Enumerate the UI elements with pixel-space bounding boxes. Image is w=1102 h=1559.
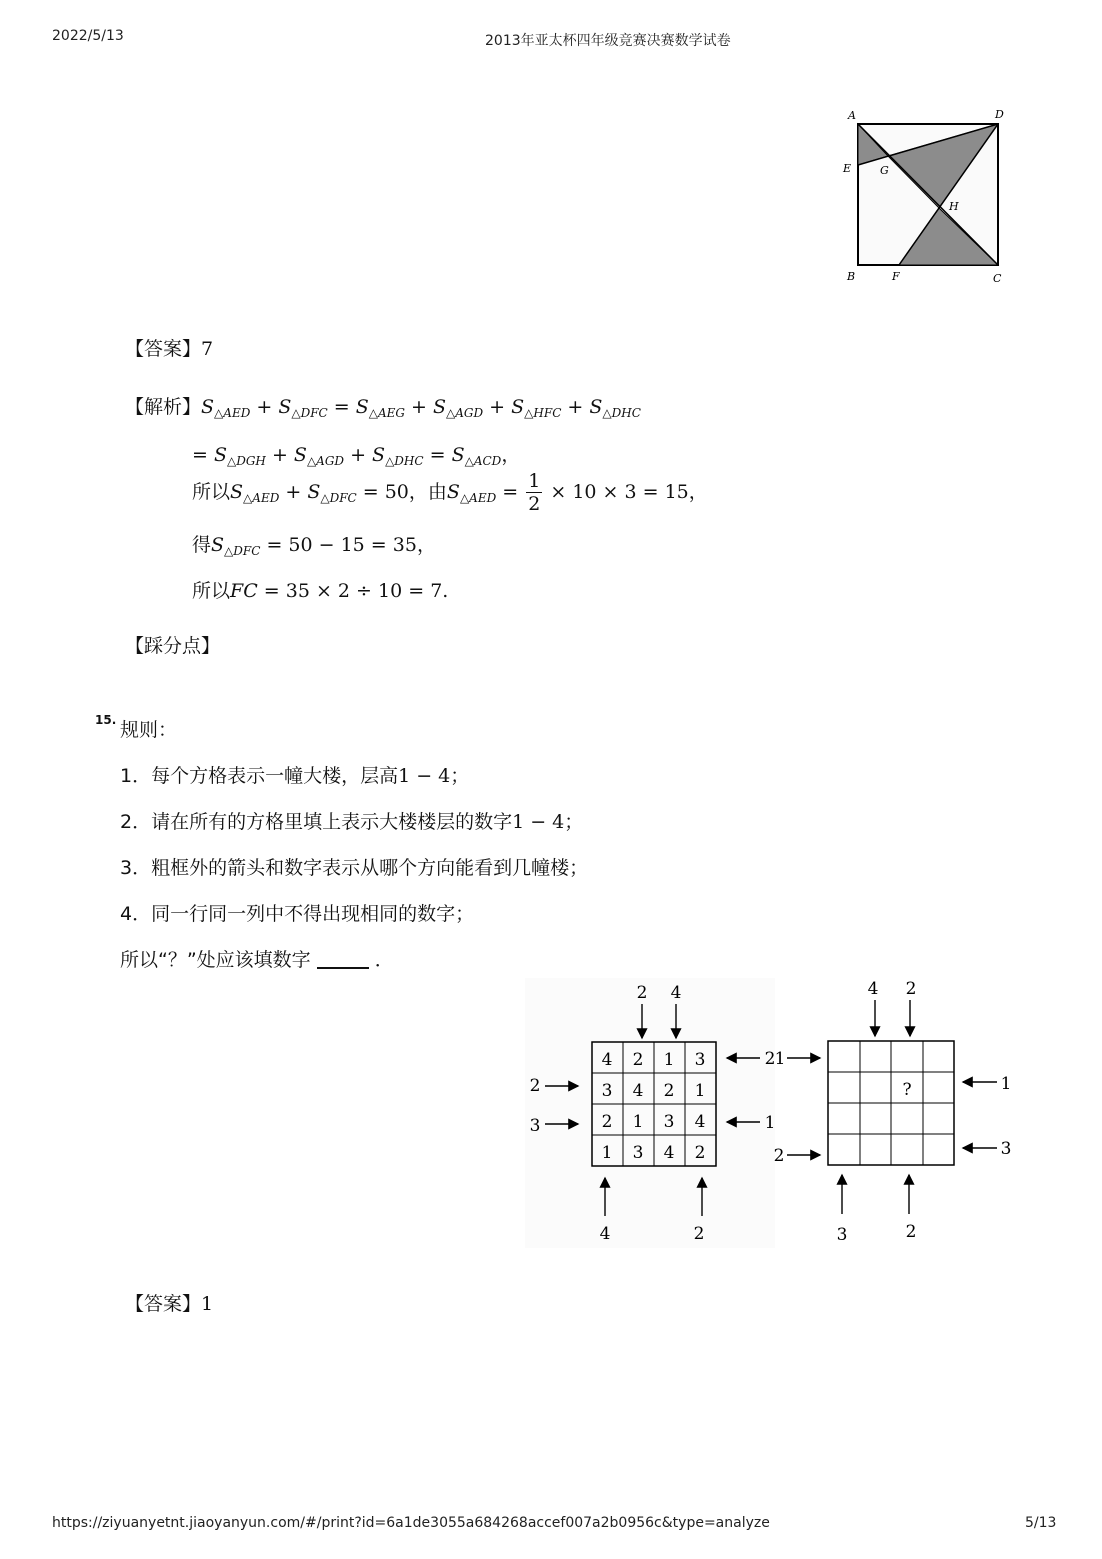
rule-3: 3．粗框外的箭头和数字表示从哪个方向能看到几幢楼； [120, 857, 589, 879]
answer-label: 【答案】 [125, 1293, 202, 1315]
analysis-line-5: 所以FC = 35 × 2 ÷ 10 = 7. [192, 580, 449, 602]
label-c: C [993, 272, 1002, 285]
label-f: F [892, 270, 900, 283]
fraction-one-half: $\frac{1}{2}$ [528, 470, 541, 515]
cell: 4 [601, 1050, 613, 1070]
clue-bottom: 2 [905, 1222, 917, 1242]
label-g: G [880, 164, 889, 177]
cell: 2 [663, 1081, 675, 1101]
clue-right: 1 [1000, 1074, 1012, 1094]
clue-right: 2 [764, 1049, 776, 1069]
clue-left: 3 [529, 1116, 541, 1136]
rules-title: 规则： [120, 719, 178, 741]
rule-4: 4．同一行同一列中不得出现相同的数字； [120, 903, 475, 925]
skyscraper-puzzle-figure [525, 978, 1025, 1248]
clue-left: 2 [529, 1076, 541, 1096]
clue-bottom: 3 [836, 1225, 848, 1245]
clue-top: 4 [670, 983, 682, 1003]
clue-top: 2 [636, 983, 648, 1003]
question-text: 所以“？”处应该填数字 ． [120, 949, 394, 971]
answer-blank [317, 953, 369, 969]
label-d: D [995, 108, 1004, 121]
cell: 2 [694, 1143, 706, 1163]
by-text: ，由 [408, 481, 447, 503]
cell: 1 [632, 1112, 644, 1132]
cell: 1 [601, 1143, 613, 1163]
cell: 3 [601, 1081, 613, 1101]
answer-line-15 [125, 1289, 213, 1316]
clue-right: 1 [764, 1113, 776, 1133]
cell: 3 [632, 1143, 644, 1163]
clue-left: 2 [773, 1146, 785, 1166]
cell: 4 [632, 1081, 644, 1101]
answer-label: 【答案】 [125, 338, 202, 360]
label-e: E [843, 162, 852, 175]
cell: 2 [601, 1112, 613, 1132]
question-mark-cell: ? [902, 1080, 912, 1100]
page-url[interactable]: https://ziyuanyetnt.jiaoyanyun.com/#/print?id=6a1de3055a684268accef007a2b0956c&type=analyze [52, 1515, 770, 1531]
analysis-line-3: 所以$S_{\triangle AED} + S_{\triangle DFC} = 50$，由$S_{\triangle AED}$ = $\frac{1}{2}$ × 10 × 3 = 15， [192, 470, 708, 515]
label-b: B [847, 270, 856, 283]
cell: 3 [663, 1112, 675, 1132]
cell: 3 [694, 1050, 706, 1070]
analysis-line-4: 得$S_{\triangle DFC} = 50 - 15 = 35$， [192, 534, 436, 558]
cell: 1 [694, 1081, 706, 1101]
label-h: H [949, 200, 959, 213]
task-grid [828, 1041, 954, 1165]
rule-1: 1．每个方格表示一幢大楼，层高1 − 4； [120, 765, 470, 787]
scoring-points-label: 【踩分点】 [125, 635, 221, 657]
rule-2: 2．请在所有的方格里填上表示大楼楼层的数字1 − 4； [120, 811, 584, 833]
clue-bottom: 2 [693, 1224, 705, 1244]
document-title: 2013年亚太杯四年级竞赛决赛数学试卷 [485, 33, 731, 49]
question-number: 15. [95, 713, 117, 727]
clue-top: 4 [867, 979, 879, 999]
so-text-2: 所以 [192, 580, 231, 602]
cell: 4 [694, 1112, 706, 1132]
cell: 4 [663, 1143, 675, 1163]
label-a: A [848, 109, 856, 122]
answer-line [125, 334, 213, 361]
analysis-label: 【解析】 [125, 396, 202, 418]
clue-left: 1 [774, 1049, 786, 1069]
cell: 2 [632, 1050, 644, 1070]
get-text: 得 [192, 534, 212, 556]
clue-top: 2 [905, 979, 917, 999]
so-text: 所以 [192, 481, 231, 503]
answer-value: 1 [201, 1293, 214, 1315]
analysis-line-1: 【解析】$S_{\triangle AED} + S_{\triangle DFC} = S_{\triangle AEG} + S_{\triangle AGD} + S_{\triangle HFC} + S_{\triangle DHC}$ [125, 396, 641, 420]
clue-right: 3 [1000, 1139, 1012, 1159]
square-diagram [835, 100, 1015, 290]
answer-value: 7 [201, 338, 214, 360]
analysis-line-2: = $S_{\triangle DGH} + S_{\triangle AGD} + S_{\triangle DHC} = S_{\triangle ACD}$， [192, 444, 521, 468]
print-date: 2022/5/13 [52, 28, 124, 44]
cell: 1 [663, 1050, 675, 1070]
page-number: 5/13 [1025, 1515, 1057, 1531]
clue-bottom: 4 [599, 1224, 611, 1244]
